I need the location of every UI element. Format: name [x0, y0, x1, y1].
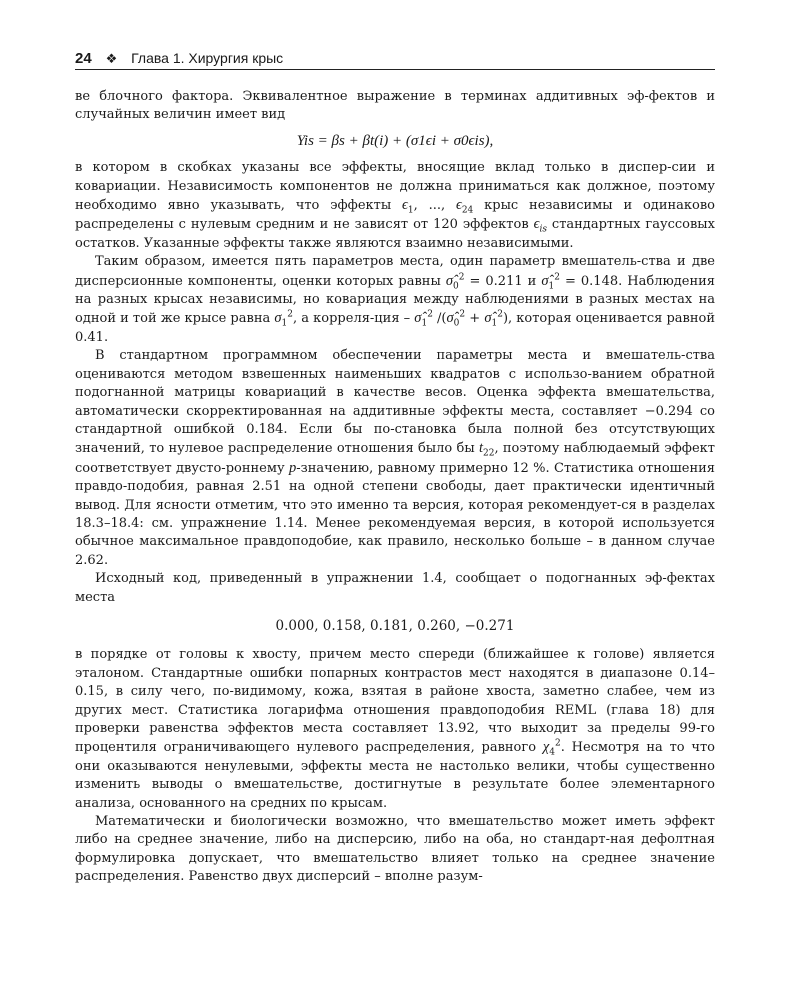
paragraph-1: ве блочного фактора. Эквивалентное выражение в терминах аддитивных эф-фектов и случайных величин имеет вид — [75, 89, 715, 123]
equation-1 — [75, 132, 715, 150]
paragraph-4: В стандартном программном обеспечении параметры места и вмешатель-ства оцениваются методом взвешенных наименьших квадратов с использо-ванием обратной подогнанной матрицы ковариаций в качестве весов. Оценка эффекта вмешательства, автоматически скорректированная на аддитивные эффекты места, составляет −0.294 со стандартной ошибкой 0.184. Если бы по-становка была полной без отсутствующих значений, то нулевое распределение отношения было бы $t_{22}$, поэтому наблюдаемый эффект соответствует двусто-роннему p-значению, равному примерно 12 %. Статистика отношения правдо-подобия, равная 2.51 на одной степени свободы, дает практически идентичный вывод. Для ясности отметим, что это именно та версия, которая рекомендует-ся в разделах 18.3–18.4: см. упражнение 1.14. Менее рекомендуемая версия, в которой используется обычное максимальное правдоподобие, как правило, несколько больше – в данном случае 2.62. — [75, 348, 715, 568]
diamond-icon: ❖ — [105, 51, 118, 66]
paragraph-2: в котором в скобках указаны все эффекты, вносящие вклад только в диспер-сии и ковариации. Независимость компонентов не должна приниматься как должное, поэтому необходимо явно указывать, что эффекты $\epsilon_1$, ..., $\epsilon_{24}$ крыс независимы и одинаково распределены с нулевым средним и не зависят от 120 эффектов $\epsilon_{is}$ стандартных гауссовых остатков. Указанные эффекты также являются взаимно независимыми. — [75, 160, 715, 251]
running-header — [75, 49, 715, 70]
body-text — [75, 88, 715, 887]
equation-text: Yis = βs + βt(i) + (σ1ϵi + σ0ϵis), — [296, 132, 494, 149]
paragraph-7: Математически и биологически возможно, что вмешательство может иметь эффект либо на среднее значение, либо на дисперсию, либо на оба, но стандарт-ная дефолтная формулировка допускает, что вмешательство влияет только на среднее значение распределения. Равенство двух дисперсий – вполне разум- — [75, 814, 715, 885]
chapter-title: Глава 1. Хирургия крыс — [131, 50, 284, 66]
paragraph-3: Таким образом, имеется пять параметров места, один параметр вмешатель-ства и две дисперсионные компоненты, оценки которых равны $\sigmâ_0^2 = 0.211$ и $\sigmâ_1^2 = 0.148$. Наблюдения на разных крысах независимы, но ковариация между наблюдениями в разных местах на одной и той же крысе равна $\sigma_1^2$, а корреля-ция – $\sigmâ_1^2$ $/(\sigmâ_0^2$ + $\sigmâ_1^2$), которая оценивается равной 0.41. — [75, 254, 715, 345]
paragraph-5: Исходный код, приведенный в упражнении 1.4, сообщает о подогнанных эф-фектах места — [75, 571, 715, 605]
page-number: 24 — [75, 50, 92, 67]
paragraph-6: в порядке от головы к хвосту, причем место спереди (ближайшее к голове) является эталоном. Стандартные ошибки попарных контрастов мест находятся в диапазоне 0.14–0.15, в силу чего, по-видимому, кожа, взятая в районе хвоста, заметно слабее, чем из других мест. Статистика логарифма отношения правдоподобия REML (глава 18) для проверки равенства эффектов места составляет 13.92, что выходит за пределы 99-го процентиля ограничивающего нулевого распределения, равного $\chi_4^2$. Несмотря на то что они оказываются ненулевыми, эффекты места не настолько велики, чтобы существенно изменить выводы о вмешательстве, достигнутые в результате более элементарного анализа, основанного на средних по крысам. — [75, 647, 715, 811]
fitted-values: 0.000, 0.158, 0.181, 0.260, −0.271 — [275, 617, 515, 634]
